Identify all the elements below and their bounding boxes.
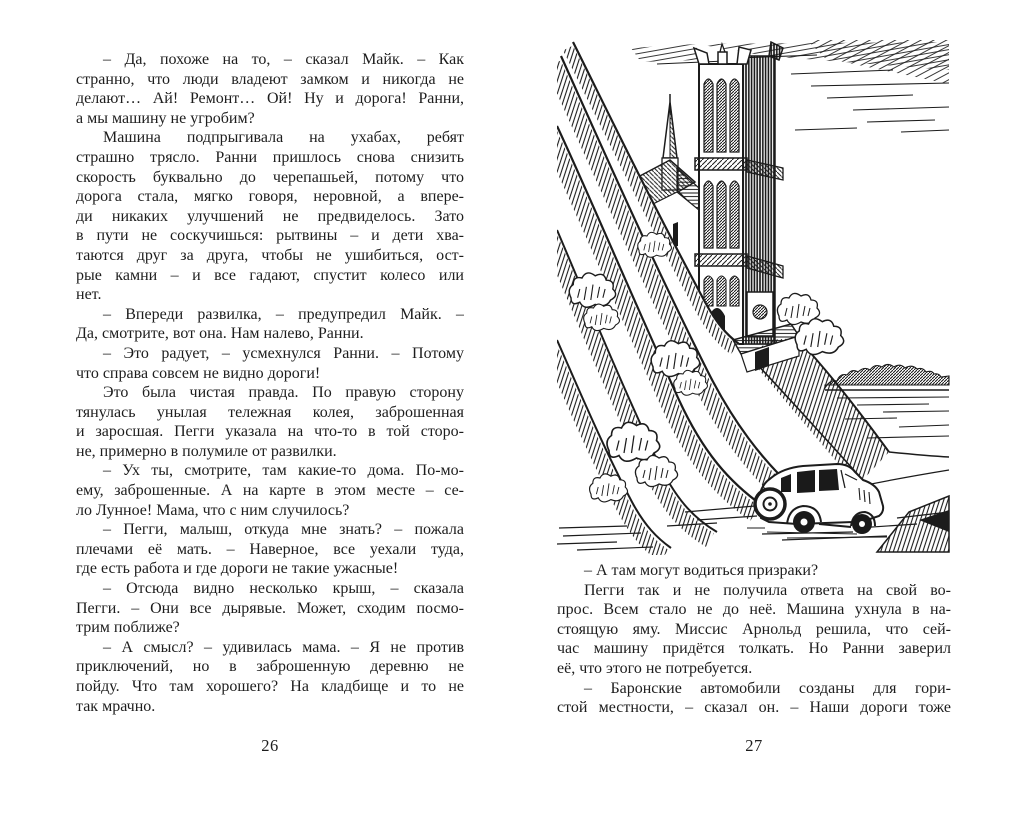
text-line: скорость буквально до черепашьей, потому что: [76, 168, 464, 186]
text-line: – Баронские автомобили созданы для гори-: [584, 679, 951, 697]
text-line: – Впереди развилка, – предупредил Майк. –: [103, 305, 464, 323]
text-line: стоящую яму. Миссис Арнольд решила, что сей-: [557, 620, 951, 638]
text-line: час машину придётся толкать. Но Ранни заверил: [557, 640, 951, 658]
text-line: – А смысл? – удивилась мама. – Я не против: [103, 638, 464, 656]
text-line: стой местности, – сказал он. – Наши дороги тоже: [557, 699, 951, 717]
text-line: – Это радует, – усмехнулся Ранни. – Потому: [103, 344, 464, 362]
text-line: дорога стала, мягко говоря, неровной, а впере-: [76, 188, 464, 206]
text-line: нет.: [76, 286, 102, 304]
text-line: так мрачно.: [76, 697, 156, 715]
castle-tower: [694, 42, 783, 344]
text-line: делают… Ай! Ремонт… Ой! Ну и дорога! Ранни,: [76, 90, 464, 108]
text-line: Машина подпрыгивала на ухабах, ребят: [103, 129, 464, 147]
text-line: тянулась унылая тележная колея, заброшенная: [76, 403, 464, 421]
text-line: – Пегги, малыш, откуда мне знать? – пожала: [103, 521, 464, 539]
text-line: плечами её мать. – Наверное, все уехали туда,: [76, 540, 464, 558]
page-number-left: 26: [261, 736, 279, 755]
text-line: Пегги. – Они все дырявые. Может, сходим посмо-: [76, 599, 464, 617]
text-line: и заросшая. Пегги указала на что-то в той сторо-: [76, 423, 464, 441]
text-line: ди никаких улучшений не предвиделось. Зато: [76, 207, 464, 225]
text-line: ему, заброшенные. А на карте в этом месте – се-: [76, 482, 464, 500]
text-line: таются друг за друга, чтобы не ушибиться, ост-: [76, 246, 464, 264]
text-line: Пегги так и не получила ответа на свой во-: [584, 581, 951, 599]
page-27-text: [557, 561, 951, 718]
text-line: в пути не соскучишься: рытвины – и дети хва-: [76, 227, 464, 245]
text-line: её, что этого не потребуется.: [557, 659, 753, 677]
text-line: трим поближе?: [76, 619, 180, 637]
text-line: а мы машину не угробим?: [76, 109, 255, 127]
text-line: прос. Всем стало не до неё. Машина ухнула в на-: [557, 601, 951, 619]
text-line: – А там могут водиться призраки?: [584, 562, 819, 579]
text-line: где есть работа и где дороги не такие ужасные!: [76, 560, 399, 578]
text-line: страшно трясло. Ранни пришлось снова снизить: [76, 148, 464, 166]
text-line: рые камни – и все гадают, спустит колесо или: [76, 266, 464, 284]
text-line: не, примерно в полумиле от развилки.: [76, 442, 337, 460]
text-line: приключений, но в заброшенную деревню не: [76, 658, 464, 676]
text-line: пойду. Что там хорошего? На кладбище и то не: [76, 678, 464, 695]
text-line: – Ух ты, смотрите, там какие-то дома. По-мо-: [103, 462, 464, 480]
castle-cliff-illustration: [557, 40, 951, 555]
page-26-text: [76, 50, 464, 716]
text-line: – Отсюда видно несколько крыш, – сказала: [103, 580, 464, 598]
text-line: Это была чистая правда. По правую сторону: [103, 384, 464, 402]
text-line: странно, что люди владеют замком и никогда не: [76, 70, 464, 88]
page-number-right: 27: [745, 736, 763, 755]
text-line: Да, смотрите, вот она. Нам налево, Ранни.: [76, 325, 364, 343]
sky-hatching: [631, 40, 949, 132]
text-line: – Да, похоже на то, – сказал Майк. – Как: [103, 51, 464, 68]
text-line: что справа совсем не видно дороги!: [76, 364, 321, 382]
text-line: ло Лунное! Мама, что с ним случилось?: [76, 501, 350, 519]
